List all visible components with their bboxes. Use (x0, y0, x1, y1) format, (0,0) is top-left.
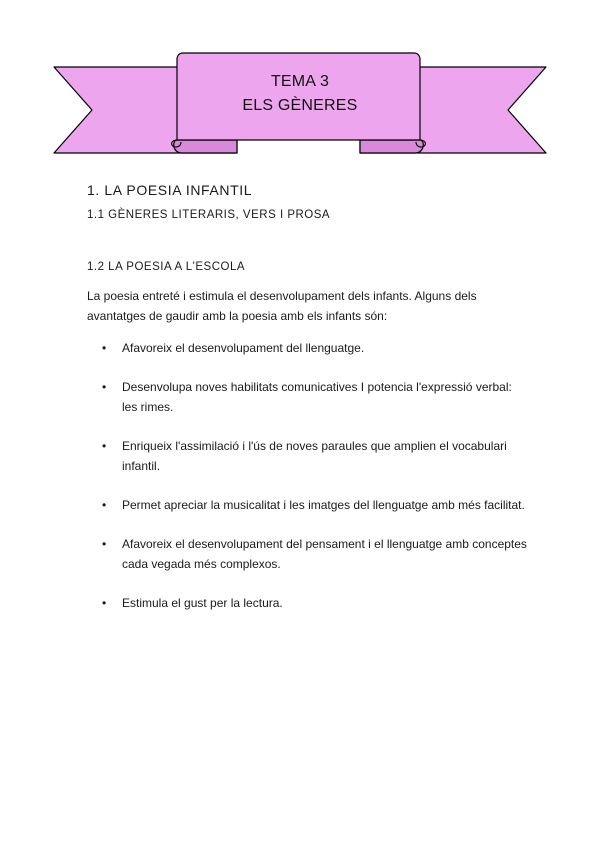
document-body (87, 180, 527, 632)
bullet-icon: • (102, 341, 107, 355)
list-item-text: Afavoreix el desenvolupament del llenguatge. (122, 341, 365, 355)
list-item-text: Afavoreix el desenvolupament del pensament i el llenguatge amb conceptes cada vegada més complexos. (122, 537, 527, 571)
list-item (87, 593, 527, 613)
banner-title (180, 70, 420, 118)
list-item-text: Estimula el gust per la lectura. (122, 596, 283, 610)
subheading-1: 1.1 GÈNERES LITERARIS, VERS I PROSA (87, 209, 331, 221)
bullet-icon: • (102, 537, 107, 551)
list-item (87, 338, 527, 358)
intro-paragraph: La poesia entreté i estimula el desenvolupament dels infants. Alguns dels avantatges de gaudir amb la poesia amb els infants són: (87, 289, 477, 323)
bullet-icon: • (102, 596, 107, 610)
banner-title-line1: TEMA 3 (270, 73, 330, 90)
list-item (87, 534, 527, 574)
banner-title-line2: ELS GÈNERES (242, 97, 358, 114)
ribbon-right-fold (360, 140, 423, 153)
list-item (87, 436, 527, 476)
subheading-2: 1.2 LA POESIA A L'ESCOLA (87, 261, 246, 273)
bullet-icon: • (102, 380, 107, 394)
list-item-text: Desenvolupa noves habilitats comunicatives I potencia l'expressió verbal: les rimes. (122, 380, 512, 414)
bullet-icon: • (102, 498, 107, 512)
list-item-text: Permet apreciar la musicalitat i les imatges del llenguatge amb més facilitat. (122, 498, 525, 512)
title-ribbon-banner (0, 0, 599, 170)
ribbon-left-fold (174, 140, 237, 153)
section-heading: 1. LA POESIA INFANTIL (87, 182, 253, 198)
list-item (87, 495, 527, 515)
bullet-icon: • (102, 439, 107, 453)
benefits-list (87, 338, 527, 613)
list-item-text: Enriqueix l'assimilació i l'ús de noves paraules que amplien el vocabulari infantil. (122, 439, 507, 473)
list-item (87, 377, 527, 417)
